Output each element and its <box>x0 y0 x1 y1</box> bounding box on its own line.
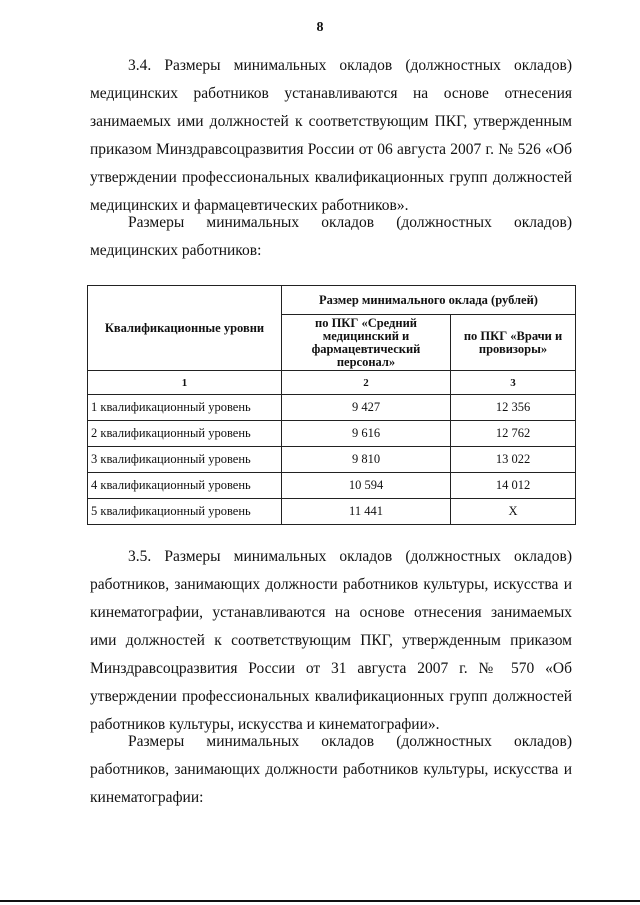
paragraph-3-5: 3.5. Размеры минимальных окладов (должностных окладов) работников, занимающих должности работников культуры, искусства и кинематографии, устанавливаются на основе отнесения занимаемых ими должностей к соответствующим ПКГ, утвержденным приказом Минздравсоцразвития России от 31 августа 2007 г. № 570 «Об утверждении профессиональных квалификационных групп должностей работников культуры, искусства и кинематографии». <box>90 548 572 733</box>
qualification-level-cell: 1 квалификационный уровень <box>88 395 282 421</box>
qualification-level-cell: 2 квалификационный уровень <box>88 421 282 447</box>
salary-pkg1-cell: 9 427 <box>282 395 451 421</box>
page-number: 8 <box>316 20 324 35</box>
salary-pkg2-cell: 12 762 <box>451 421 576 447</box>
table-row <box>88 421 576 447</box>
salary-pkg2-cell: 13 022 <box>451 447 576 473</box>
table-column-numbers-row <box>88 371 576 395</box>
table-row <box>88 395 576 421</box>
table-row <box>88 473 576 499</box>
table-header-row <box>88 286 576 315</box>
page-bottom-divider <box>0 900 640 902</box>
header-qualification-levels: Квалификационные уровни <box>88 286 282 371</box>
table-row <box>88 447 576 473</box>
qualification-level-cell: 4 квалификационный уровень <box>88 473 282 499</box>
salary-pkg2-cell: Х <box>451 499 576 525</box>
paragraph-culture-sizes: Размеры минимальных окладов (должностных окладов) работников, занимающих должности работников культуры, искусства и кинематографии: <box>90 733 572 806</box>
paragraph-medical-sizes: Размеры минимальных окладов (должностных окладов) медицинских работников: <box>90 214 572 259</box>
qualification-level-cell: 3 квалификационный уровень <box>88 447 282 473</box>
salary-pkg1-cell: 11 441 <box>282 499 451 525</box>
salary-pkg2-cell: 12 356 <box>451 395 576 421</box>
column-number: 1 <box>88 371 282 395</box>
column-number: 2 <box>282 371 451 395</box>
salary-pkg1-cell: 9 616 <box>282 421 451 447</box>
paragraph-3-4: 3.4. Размеры минимальных окладов (должностных окладов) медицинских работников устанавливаются на основе отнесения занимаемых ими должностей к соответствующим ПКГ, утвержденным приказом Минздравсоцразвития России от 06 августа 2007 г. № 526 «Об утверждении профессиональных квалификационных групп должностей медицинских и фармацевтических работников». <box>90 57 572 214</box>
medical-salary-table <box>87 285 576 525</box>
qualification-level-cell: 5 квалификационный уровень <box>88 499 282 525</box>
header-salary-group: Размер минимального оклада (рублей) <box>282 286 576 315</box>
header-pkg-secondary-medical: по ПКГ «Средний медицинский и фармацевтический персонал» <box>282 315 451 371</box>
salary-pkg1-cell: 9 810 <box>282 447 451 473</box>
salary-pkg2-cell: 14 012 <box>451 473 576 499</box>
header-pkg-doctors: по ПКГ «Врачи и провизоры» <box>451 315 576 371</box>
table-row <box>88 499 576 525</box>
salary-pkg1-cell: 10 594 <box>282 473 451 499</box>
column-number: 3 <box>451 371 576 395</box>
